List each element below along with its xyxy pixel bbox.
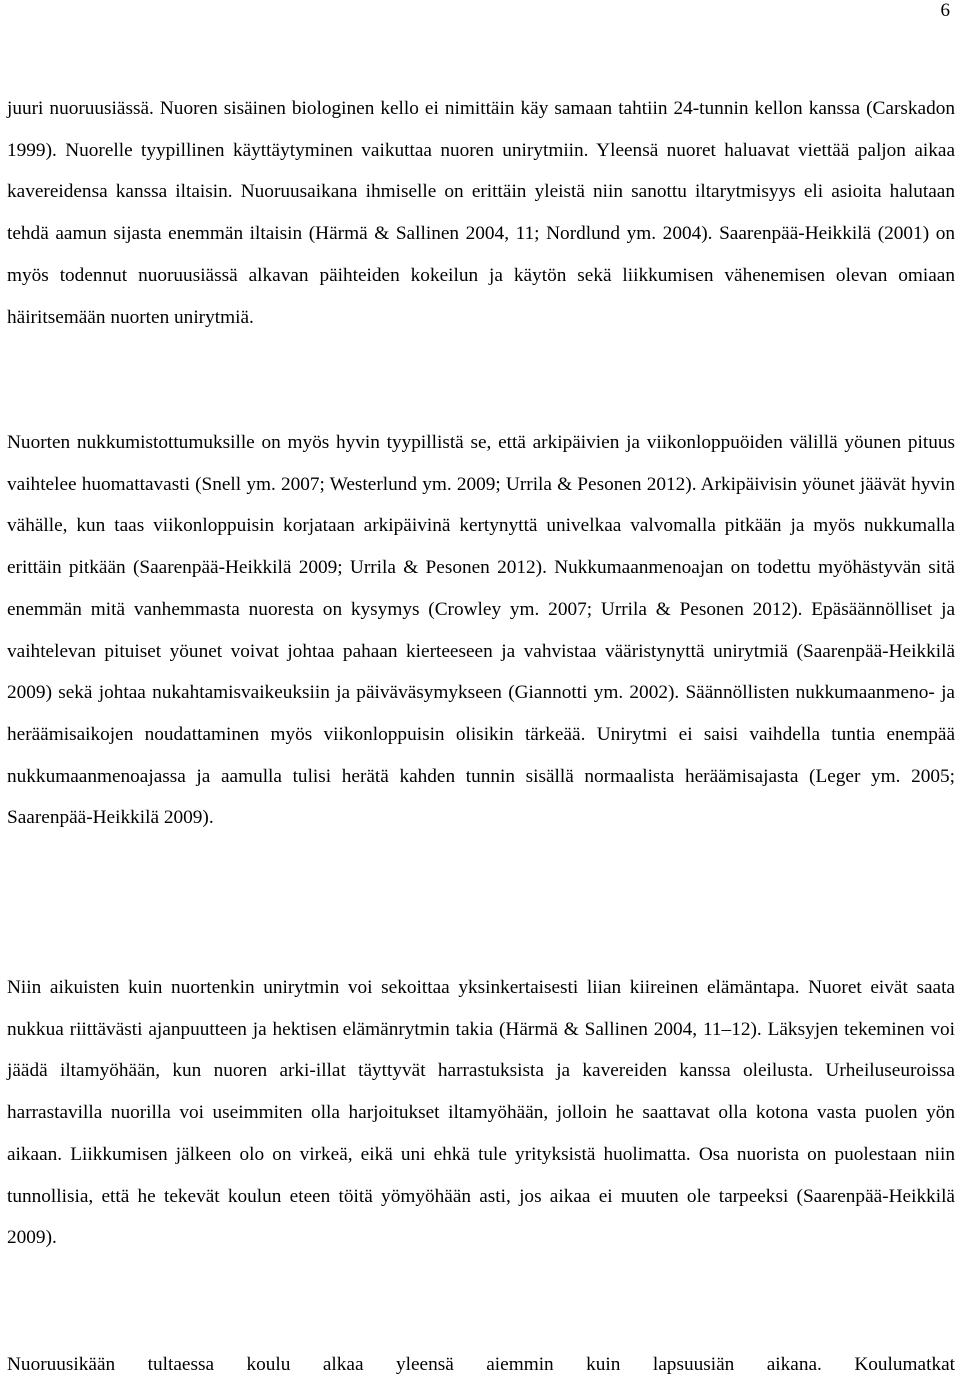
paragraph-4: Nuoruusikään tultaessa koulu alkaa yleensä aiemmin kuin lapsuusiän aikana. Koulumatkat	[7, 1354, 955, 1375]
paragraph-1: juuri nuoruusiässä. Nuoren sisäinen biologinen kello ei nimittäin käy samaan tahtiin 24-tunnin kellon kanssa (Carskadon 1999). Nuorelle tyypillinen käyttäytyminen vaikuttaa nuoren unirytmiin. Yleensä nuoret haluavat viettää paljon aikaa kavereidensa kanssa iltaisin. Nuoruusaikana ihmiselle on erittäin yleistä niin sanottu iltarytmisyys eli asioita halutaan tehdä aamun sijasta enemmän iltaisin (Härmä & Sallinen 2004, 11; Nordlund ym. 2004). Saarenpää-Heikkilä (2001) on myös todennut nuoruusiässä alkavan päihteiden kokeilun ja käytön sekä liikkumisen vähenemisen olevan omiaan häiritsemään nuorten unirytmiä.	[7, 98, 955, 328]
paragraph-2: Nuorten nukkumistottumuksille on myös hyvin tyypillistä se, että arkipäivien ja viikonloppuöiden välillä yöunen pituus vaihtelee huomattavasti (Snell ym. 2007; Westerlund ym. 2009; Urrila & Pesonen 2012). Arkipäivisin yöunet jäävät hyvin vähälle, kun taas viikonloppuisin korjataan arkipäivinä kertynyttä univelkaa valvomalla pitkään ja myös nukkumalla erittäin pitkään (Saarenpää-Heikkilä 2009; Urrila & Pesonen 2012). Nukkumaanmenoajan on todettu myöhästyvän sitä enemmän mitä vanhemmasta nuoresta on kysymys (Crowley ym. 2007; Urrila & Pesonen 2012). Epäsäännölliset ja vaihtelevan pituiset yöunet voivat johtaa pahaan kierteeseen ja vahvistaa vääristynyttä unirytmiä (Saarenpää-Heikkilä 2009) sekä johtaa nukahtamisvaikeuksiin ja päiväväsymykseen (Giannotti ym. 2002). Säännöllisten nukkumaanmeno- ja heräämisaikojen noudattaminen myös viikonloppuisin olisikin tärkeää. Unirytmi ei saisi vaihdella tuntia enempää nukkumaanmenoajassa ja aamulla tulisi herätä kahden tunnin sisällä normaalista heräämisajasta (Leger ym. 2005; Saarenpää-Heikkilä 2009).	[7, 432, 955, 829]
page-number: 6	[940, 0, 950, 21]
paragraph-3: Niin aikuisten kuin nuortenkin unirytmin voi sekoittaa yksinkertaisesti liian kiireinen elämäntapa. Nuoret eivät saata nukkua riittävästi ajanpuutteen ja hektisen elämänrytmin takia (Härmä & Sallinen 2004, 11–12). Läksyjen tekeminen voi jäädä iltamyöhään, kun nuoren arki-illat täyttyvät harrastuksista ja kavereiden kanssa oleilusta. Urheiluseuroissa harrastavilla nuorilla voi useimmiten olla harjoitukset iltamyöhään, jolloin he saattavat olla kotona vasta puolen yön aikaan. Liikkumisen jälkeen olo on virkeä, eikä uni ehkä tule yrityksistä huolimatta. Osa nuorista on puolestaan niin tunnollisia, että he tekevät koulun eteen töitä yömyöhään asti, jos aikaa ei muuten ole tarpeeksi (Saarenpää-Heikkilä 2009).	[7, 977, 955, 1249]
